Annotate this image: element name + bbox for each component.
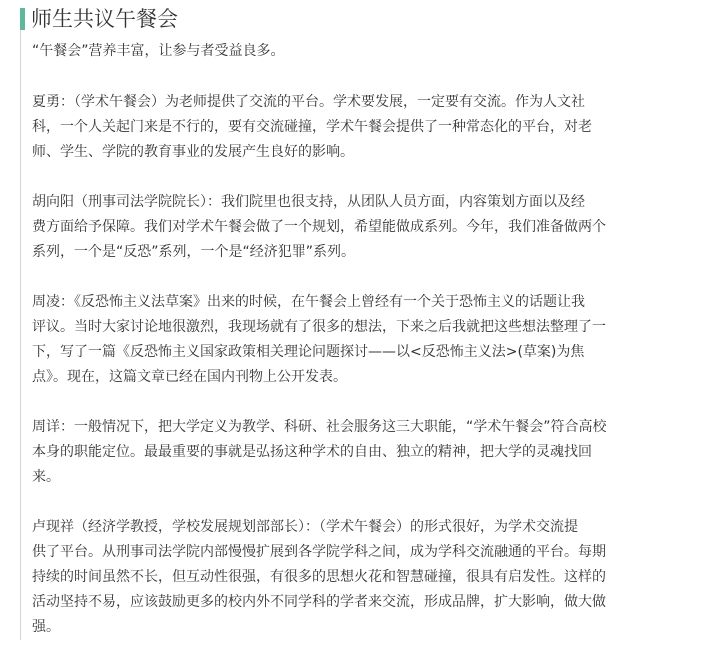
paragraph-line: 科，一个人关起门来是不行的，要有交流碰撞，学术午餐会提供了一种常态化的平台，对老: [32, 119, 592, 135]
intro-paragraph: [32, 39, 692, 64]
paragraph-line: 强。: [32, 619, 60, 635]
paragraph-line: 卢现祥（经济学教授，学校发展规划部部长）：（学术午餐会）的形式很好，为学术交流提: [32, 519, 578, 535]
zhou-xiang-paragraph: [32, 415, 692, 490]
paragraph-line: 费方面给予保障。我们对学术午餐会做了一个规划，希望能做成系列。今年，我们准备做两个: [32, 219, 606, 235]
paragraph-line: 来。: [32, 469, 60, 485]
paragraph-line: “午餐会”营养丰富，让参与者受益良多。: [32, 43, 285, 59]
paragraph-line: 供了平台。从刑事司法学院内部慢慢扩展到各学院学科之间，成为学科交流融通的平台。每期: [32, 544, 606, 560]
zhou-ling-paragraph: [32, 290, 692, 390]
paragraph-line: 师、学生、学院的教育事业的发展产生良好的影响。: [32, 144, 354, 160]
article-body: [32, 39, 692, 665]
lu-xianxiang-paragraph: [32, 515, 692, 640]
article-title: 师生共议午餐会: [31, 7, 178, 31]
paragraph-line: 系列，一个是“反恐”系列，一个是“经济犯罪”系列。: [32, 244, 356, 260]
paragraph-line: 点》。现在，这篇文章已经在国内刊物上公开发表。: [32, 369, 347, 385]
paragraph-line: 持续的时间虽然不长，但互动性很强，有很多的思想火花和智慧碰撞，很具有启发性。这样的: [32, 569, 606, 585]
paragraph-line: 活动坚持不易，应该鼓励更多的校内外不同学科的学者来交流，形成品牌，扩大影响，做大做: [32, 594, 606, 610]
hu-xiangyang-paragraph: [32, 190, 692, 265]
paragraph-line: 胡向阳（刑事司法学院院长）：我们院里也很支持，从团队人员方面，内容策划方面以及经: [32, 194, 585, 210]
paragraph-line: 夏勇：（学术午餐会）为老师提供了交流的平台。学术要发展，一定要有交流。作为人文社: [32, 94, 585, 110]
xia-yong-paragraph: [32, 90, 692, 165]
title-accent-bar: [20, 8, 25, 30]
paragraph-line: 本身的职能定位。最最重要的事就是弘扬这种学术的自由、独立的精神，把大学的灵魂找回: [32, 444, 592, 460]
paragraph-line: 周凌：《反恐怖主义法草案》出来的时候，在午餐会上曾经有一个关于恐怖主义的话题让我: [32, 294, 585, 310]
left-border-line: [20, 8, 21, 640]
paragraph-line: 周详：一般情况下，把大学定义为教学、科研、社会服务这三大职能，“学术午餐会”符合高校: [32, 419, 607, 435]
paragraph-line: 评议。当时大家讨论地很激烈，我现场就有了很多的想法，下来之后我就把这些想法整理了一: [32, 319, 606, 335]
paragraph-line: 下，写了一篇《反恐怖主义国家政策相关理论问题探讨——以<反恐怖主义法>(草案)为焦: [32, 344, 585, 360]
